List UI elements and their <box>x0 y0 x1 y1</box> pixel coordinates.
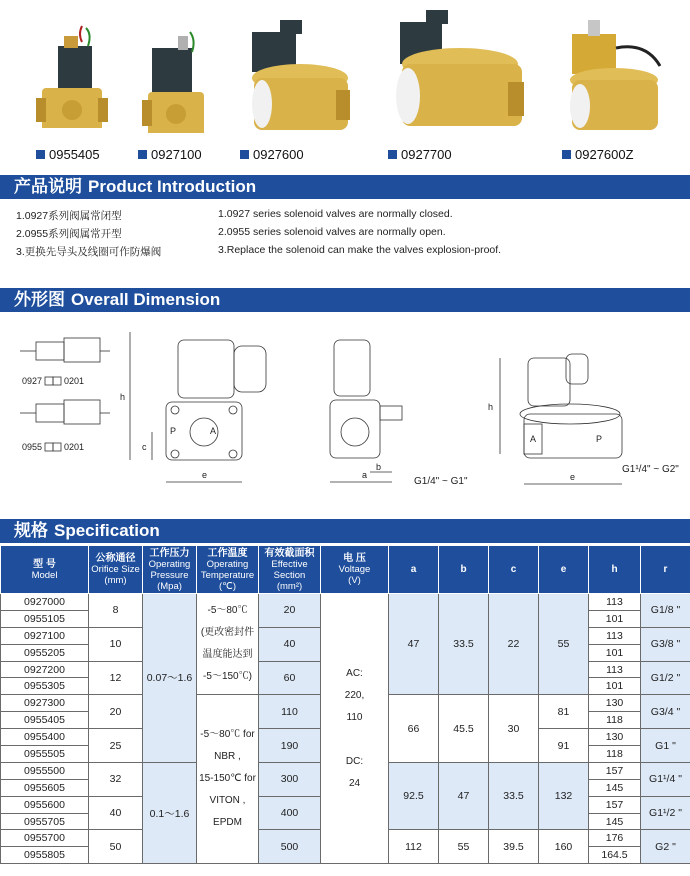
valve-photo <box>240 8 360 138</box>
svg-text:A: A <box>210 426 217 436</box>
temperature-cell-2: -5～80℃ for NBR , 15-150℃ for VITON , EPDM <box>197 695 259 864</box>
introduction-text <box>0 208 690 270</box>
table-header-row <box>1 546 690 594</box>
svg-text:0955: 0955 <box>22 442 43 452</box>
table-cell: 10 <box>89 627 143 661</box>
table-cell: 30 <box>489 695 539 763</box>
table-cell: 0955205 <box>1 644 89 661</box>
product-item: 0927100 <box>138 8 228 168</box>
svg-text:G1¹/4" ~ G2": G1¹/4" ~ G2" <box>622 464 679 475</box>
specification-table <box>0 545 690 864</box>
col-model: 型 号 Model <box>1 546 89 594</box>
table-cell: 0955405 <box>1 712 89 729</box>
col-b: b <box>439 546 489 594</box>
table-cell: G1/2 " <box>641 661 690 695</box>
table-cell: 66 <box>389 695 439 763</box>
table-cell: 81 <box>539 695 589 729</box>
table-cell: 176 <box>589 830 641 847</box>
table-cell: G1¹/2 " <box>641 796 690 830</box>
col-h: h <box>589 546 641 594</box>
svg-text:0201: 0201 <box>64 376 85 386</box>
table-cell: 160 <box>539 830 589 864</box>
table-cell: 0.07～1.6 <box>143 594 197 763</box>
table-cell: 33.5 <box>489 762 539 830</box>
table-cell: G3/4 " <box>641 695 690 729</box>
svg-text:c: c <box>142 442 147 452</box>
col-section: 有效截面积 Effective Section (mm²) <box>259 546 321 594</box>
table-cell: 33.5 <box>439 594 489 695</box>
table-cell: 0927100 <box>1 627 89 644</box>
table-cell: 118 <box>589 746 641 763</box>
table-cell: 0955400 <box>1 729 89 746</box>
table-cell: 130 <box>589 729 641 746</box>
table-cell: 101 <box>589 644 641 661</box>
product-item: 0927700 <box>388 8 528 168</box>
col-c: c <box>489 546 539 594</box>
section-header-dimension: 外形图 Overall Dimension <box>0 288 690 312</box>
intro-en-line: 3.Replace the solenoid can make the valves explosion-proof. <box>218 244 502 256</box>
table-cell: 0927200 <box>1 661 89 678</box>
table-cell: G2 " <box>641 830 690 864</box>
col-a: a <box>389 546 439 594</box>
col-orifice: 公称通径 Orifice Size (mm) <box>89 546 143 594</box>
table-cell: 32 <box>89 762 143 796</box>
table-cell: 113 <box>589 627 641 644</box>
col-r: r <box>641 546 690 594</box>
table-cell: 0955600 <box>1 796 89 813</box>
table-cell: 0927000 <box>1 594 89 611</box>
table-cell: 112 <box>389 830 439 864</box>
table-cell: 40 <box>89 796 143 830</box>
table-cell: 132 <box>539 762 589 830</box>
schematic-symbol-0927 <box>20 338 110 386</box>
table-cell: 0955105 <box>1 610 89 627</box>
table-cell: 0.1～1.6 <box>143 762 197 863</box>
table-cell: G1/8 " <box>641 594 690 628</box>
valve-photo <box>562 8 672 138</box>
intro-en-line: 1.0927 series solenoid valves are normally closed. <box>218 208 453 220</box>
table-cell: 113 <box>589 661 641 678</box>
table-cell: 47 <box>389 594 439 695</box>
valve-photo <box>138 8 228 133</box>
voltage-cell: AC: 220, 110 DC: 24 <box>321 594 389 864</box>
table-cell: 40 <box>259 627 321 661</box>
table-cell: 101 <box>589 610 641 627</box>
table-cell: 0955500 <box>1 762 89 779</box>
table-cell: 145 <box>589 813 641 830</box>
table-cell: 60 <box>259 661 321 695</box>
svg-text:b: b <box>376 462 382 472</box>
table-cell: 8 <box>89 594 143 628</box>
svg-text:A: A <box>530 434 537 444</box>
valve-front-drawing <box>120 332 266 482</box>
table-cell: 101 <box>589 678 641 695</box>
product-item: 0955405 <box>36 8 126 168</box>
table-cell: 113 <box>589 594 641 611</box>
table-cell: 0955705 <box>1 813 89 830</box>
section-header-introduction: 产品说明 Product Introduction <box>0 175 690 199</box>
table-cell: 45.5 <box>439 695 489 763</box>
svg-text:a: a <box>362 470 368 480</box>
table-cell: 92.5 <box>389 762 439 830</box>
valve-side-drawing <box>330 340 468 487</box>
table-cell: 25 <box>89 729 143 763</box>
table-cell: 20 <box>259 594 321 628</box>
dimension-drawings <box>0 314 690 514</box>
product-item: 0927600Z <box>562 8 677 168</box>
valve-photo <box>36 8 116 128</box>
table-cell: 157 <box>589 796 641 813</box>
product-gallery <box>0 0 690 168</box>
table-cell: 130 <box>589 695 641 712</box>
schematic-symbol-0955 <box>20 400 110 452</box>
svg-text:P: P <box>170 426 177 436</box>
table-cell: 50 <box>89 830 143 864</box>
table-cell: 0955700 <box>1 830 89 847</box>
table-cell: G1 " <box>641 729 690 763</box>
svg-text:0201: 0201 <box>64 442 85 452</box>
table-cell: 300 <box>259 762 321 796</box>
table-cell: 22 <box>489 594 539 695</box>
table-cell: G3/8 " <box>641 627 690 661</box>
table-cell: 400 <box>259 796 321 830</box>
intro-en-line: 2.0955 series solenoid valves are normally open. <box>218 226 446 238</box>
table-cell: 0955305 <box>1 678 89 695</box>
table-cell: 0955805 <box>1 847 89 864</box>
table-cell: 47 <box>439 762 489 830</box>
intro-cn-line: 1.0927系列阀属常闭型 <box>16 210 122 222</box>
table-cell: 110 <box>259 695 321 729</box>
svg-text:e: e <box>202 470 208 480</box>
table-cell: G1¹/4 " <box>641 762 690 796</box>
table-cell: 20 <box>89 695 143 729</box>
table-cell: 118 <box>589 712 641 729</box>
svg-text:h: h <box>488 402 494 412</box>
svg-text:P: P <box>596 434 603 444</box>
table-cell: 0955605 <box>1 779 89 796</box>
table-cell: 55 <box>439 830 489 864</box>
table-cell: 157 <box>589 762 641 779</box>
table-cell: 164.5 <box>589 847 641 864</box>
svg-text:G1/4" ~ G1": G1/4" ~ G1" <box>414 476 468 487</box>
col-temperature: 工作温度 Operating Temperature (℃) <box>197 546 259 594</box>
temperature-cell-1: -5～80℃ (更改密封件 温度能达到 -5～150℃) <box>197 594 259 695</box>
valve-large-drawing <box>488 354 679 484</box>
col-e: e <box>539 546 589 594</box>
table-cell: 91 <box>539 729 589 763</box>
table-cell: 12 <box>89 661 143 695</box>
intro-cn-line: 3.更换先导头及线圈可作防爆阀 <box>16 246 162 258</box>
product-item: 0927600 <box>240 8 360 168</box>
svg-text:e: e <box>570 472 576 482</box>
table-cell: 39.5 <box>489 830 539 864</box>
table-cell: 145 <box>589 779 641 796</box>
col-pressure: 工作压力 Operating Pressure (Mpa) <box>143 546 197 594</box>
svg-text:h: h <box>120 392 126 402</box>
section-header-specification: 规格 Specification <box>0 519 690 543</box>
table-row <box>1 594 690 611</box>
intro-cn-line: 2.0955系列阀属常开型 <box>16 228 122 240</box>
col-voltage: 电 压 Voltage (V) <box>321 546 389 594</box>
table-cell: 0927300 <box>1 695 89 712</box>
table-cell: 500 <box>259 830 321 864</box>
table-cell: 190 <box>259 729 321 763</box>
table-cell: 55 <box>539 594 589 695</box>
valve-photo <box>388 8 528 138</box>
table-cell: 0955505 <box>1 746 89 763</box>
svg-text:0927: 0927 <box>22 376 43 386</box>
